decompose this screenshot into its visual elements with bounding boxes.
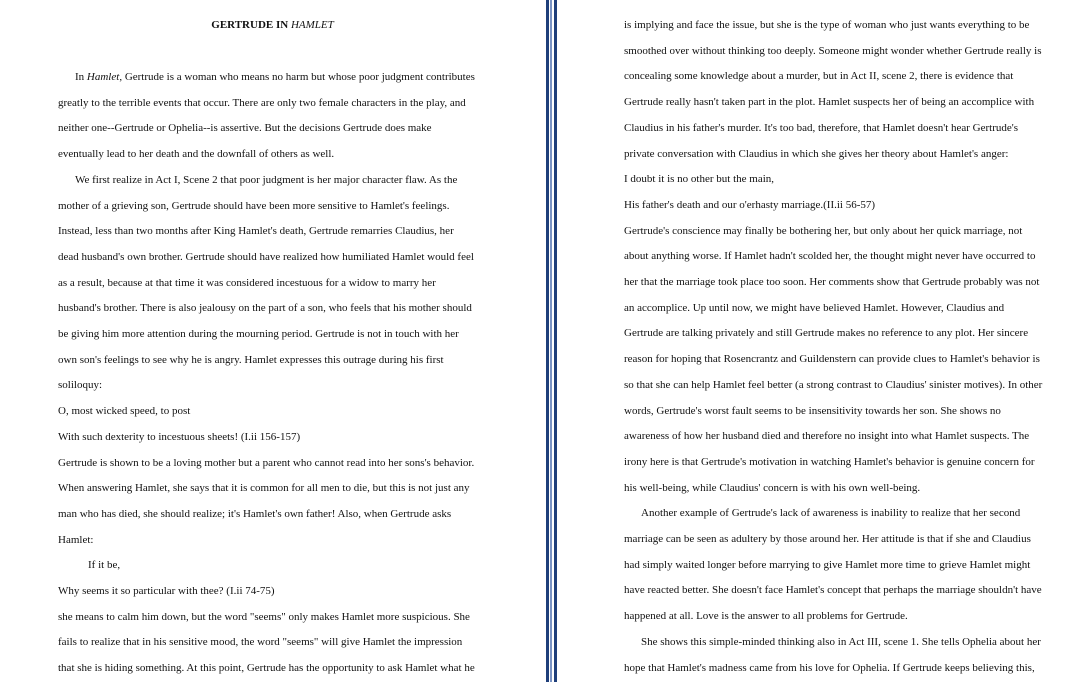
text-line: so that she can help Hamlet feel better (a strong contrast to Claudius' sinister motives). In other	[624, 378, 1043, 391]
divider-bar-left	[546, 0, 549, 682]
text-line: about anything worse. If Hamlet hadn't scolded her, the thought might never have occurred to	[624, 250, 1036, 263]
text-line: is implying and face the issue, but she is the type of woman who just wants everything to be	[624, 19, 1030, 31]
text-line: had simply waited longer before marrying to give Hamlet more time to grieve Hamlet might	[624, 558, 1031, 571]
text-line: concealing some knowledge about a murder, but in Act II, scene 2, there is evidence that	[624, 70, 1014, 83]
text-line: marriage can be seen as adultery by those around her. Her attitude is that if she and Claudius	[624, 533, 1031, 545]
text-line: O, most wicked speed, to post	[58, 405, 191, 418]
text-line: Gertrude's conscience may finally be bothering her, but only about her quick marriage, not	[624, 224, 1023, 237]
text-line: irony here is that Gertrude's motivation in watching Hamlet's behavior is genuine concern for	[624, 455, 1035, 468]
text-line: Hamlet:	[58, 533, 94, 546]
text-line: his well-being, while Claudius' concern is with his own well-being.	[624, 481, 921, 494]
text-line: reason for hoping that Rosencrantz and Guildenstern can provide clues to Hamlet's behavior is	[624, 353, 1040, 366]
text-line: We first realize in Act I, Scene 2 that poor judgment is her major character flaw. As the	[75, 173, 458, 186]
text-line: Claudius in his father's murder. It's too bad, therefore, that Hamlet doesn't hear Gertrude's	[624, 121, 1019, 134]
divider-bar-right	[554, 0, 557, 682]
text-line: have reacted better. She doesn't face Hamlet's concept that perhaps the marriage shouldn't have	[624, 584, 1042, 597]
text-line: She shows this simple-minded thinking also in Act III, scene 1. She tells Ophelia about her	[641, 635, 1041, 648]
text-line: she means to calm him down, but the word "seems" only makes Hamlet more suspicious. She	[58, 610, 470, 623]
text-line: With such dexterity to incestuous sheets! (I.ii 156-157)	[58, 430, 301, 443]
text-line: His father's death and our o'erhasty marriage.(II.ii 56-57)	[624, 198, 876, 211]
text-line: as a result, because at that time it was considered incestuous for a widow to marry her	[58, 276, 436, 289]
text-line: When answering Hamlet, she says that it is common for all men to die, but this is not just any	[58, 482, 470, 495]
title-play: HAMLET	[290, 19, 334, 31]
text-line: mother of a grieving son, Gertrude should have been more sensitive to Hamlet's feelings.	[58, 199, 450, 212]
text-line: neither one--Gertrude or Ophelia--is assertive. But the decisions Gertrude does make	[58, 122, 432, 135]
text-line: Instead, less than two months after King Hamlet's death, Gertrude remarries Claudius, her	[58, 225, 454, 238]
text-line: private conversation with Claudius in which she gives her theory about Hamlet's anger:	[624, 147, 1009, 160]
text-line: be giving him more attention during the mourning period. Gertrude is not in touch with her	[58, 328, 459, 340]
text-line: greatly to the terrible events that occur. There are only two female characters in the play, and	[58, 96, 466, 109]
text-line: If it be,	[88, 559, 121, 572]
text-line: eventually lead to her death and the downfall of others as well.	[58, 148, 335, 161]
text-line: husband's brother. There is also jealousy on the part of a son, who feels that his mother should	[58, 302, 472, 315]
text-line: man who has died, she should realize; it's Hamlet's own father! Also, when Gertrude asks	[58, 507, 452, 520]
text-line: her that the marriage took place too soon. Her comments show that Gertrude probably was not	[624, 276, 1040, 288]
text-line: fails to realize that in his sensitive mood, the word "seems" will give Hamlet the impression	[58, 636, 463, 649]
text-line: dead husband's own brother. Gertrude should have realized how humiliated Hamlet would feel	[58, 250, 474, 263]
text-line: an accomplice. Up until now, we might have believed Hamlet. However, Claudius and	[624, 301, 1005, 314]
text-line: I doubt it is no other but the main,	[624, 173, 775, 186]
document-title	[0, 18, 545, 32]
text-line: Another example of Gertrude's lack of awareness is inability to realize that her second	[641, 507, 1021, 520]
text-line: that she is hiding something. At this point, Gertrude has the opportunity to ask Hamlet what he	[58, 662, 475, 675]
divider-bar-middle	[550, 0, 552, 682]
text-line: soliloquy:	[58, 379, 103, 392]
text-line: Gertrude are talking privately and still Gertrude makes no reference to any plot. Her sincere	[624, 327, 1029, 340]
left-page	[0, 0, 545, 682]
page-divider	[545, 0, 558, 682]
text-line: Gertrude really hasn't taken part in the plot. Hamlet suspects her of being an accomplice with	[624, 96, 1035, 109]
text-line: Gertrude is shown to be a loving mother but a parent who cannot read into her sons's behavior.	[58, 456, 475, 469]
text-line: hope that Hamlet's madness came from his love for Ophelia. If Gertrude keeps believing this,	[624, 661, 1035, 674]
right-page	[558, 0, 1091, 682]
text-line: awareness of how her husband died and therefore no insight into what Hamlet suspects. The	[624, 430, 1030, 443]
text-line: Why seems it so particular with thee? (I.ii 74-75)	[58, 585, 275, 597]
title-main: GERTRUDE IN	[211, 19, 289, 31]
text-line: own son's feelings to see why he is angry. Hamlet expresses this outrage during his first	[58, 353, 444, 366]
text-line: In Hamlet, Gertrude is a woman who means no harm but whose poor judgment contributes	[75, 71, 475, 83]
text-line: words, Gertrude's worst fault seems to be insensitivity towards her son. She shows no	[624, 404, 1001, 417]
text-line: happened at all. Love is the answer to all problems for Gertrude.	[624, 610, 908, 623]
text-line: smoothed over without thinking too deeply. Someone might wonder whether Gertrude really is	[624, 44, 1042, 57]
